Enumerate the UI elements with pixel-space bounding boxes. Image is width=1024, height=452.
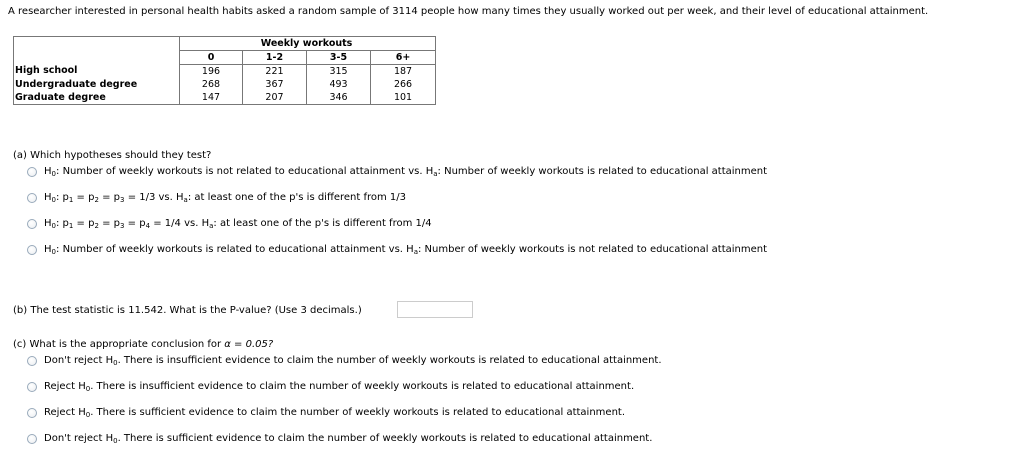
radio-button[interactable]	[27, 219, 37, 229]
conclusion-option-1[interactable]	[27, 355, 662, 366]
table-cell: 207	[243, 91, 307, 105]
radio-button[interactable]	[27, 356, 37, 366]
option-text: Reject $H_0$. There is sufficient evidence to claim the number of weekly workouts is related to educational attainment.	[44, 407, 626, 419]
radio-button[interactable]	[27, 245, 37, 255]
conclusion-option-4[interactable]	[27, 433, 652, 444]
problem-intro: A researcher interested in personal health habits asked a random sample of 3114 people how many times they usually worked out per week, and their level of educational attainment.	[8, 6, 929, 17]
question-c: (c) What is the appropriate conclusion for α = 0.05?	[13, 339, 274, 350]
radio-button[interactable]	[27, 434, 37, 444]
question-a: (a) Which hypotheses should they test?	[13, 150, 212, 161]
table-cell: 367	[243, 78, 307, 91]
table-row	[14, 65, 436, 79]
contingency-table	[13, 36, 436, 105]
hypothesis-option-3[interactable]	[27, 218, 432, 229]
table-corner	[14, 37, 180, 51]
row-label: High school	[14, 65, 180, 79]
table-row	[14, 78, 436, 91]
table-row	[14, 91, 436, 105]
option-text: Reject $H_0$. There is insufficient evidence to claim the number of weekly workouts is related to educational attainment.	[44, 381, 635, 393]
table-cell: 493	[307, 78, 371, 91]
option-text: Don't reject $H_0$. There is sufficient evidence to claim the number of weekly workouts is related to educational attainment.	[44, 433, 653, 445]
column-header: 3-5	[307, 51, 371, 65]
column-header: 1-2	[243, 51, 307, 65]
radio-button[interactable]	[27, 382, 37, 392]
column-header: 6+	[371, 51, 436, 65]
option-text: $H_0$: $p_1 = p_2 = p_3 = p_4 = 1/4$ vs. $H_a$: at least one of the p's is different from 1/4	[44, 218, 432, 230]
group-header: Weekly workouts	[243, 37, 371, 51]
radio-button[interactable]	[27, 193, 37, 203]
hypothesis-option-2[interactable]	[27, 192, 406, 203]
table-cell: 266	[371, 78, 436, 91]
question-b: (b) The test statistic is 11.542. What is the P-value? (Use 3 decimals.)	[13, 305, 362, 316]
conclusion-option-2[interactable]	[27, 381, 634, 392]
table-cell: 147	[180, 91, 243, 105]
table-cell: 221	[243, 65, 307, 79]
row-label: Undergraduate degree	[14, 78, 180, 91]
table-cell: 196	[180, 65, 243, 79]
p-value-input[interactable]	[397, 301, 473, 318]
hypothesis-option-1[interactable]	[27, 166, 767, 177]
radio-button[interactable]	[27, 167, 37, 177]
table-cell: 346	[307, 91, 371, 105]
option-text: Don't reject $H_0$. There is insufficient evidence to claim the number of weekly workouts is related to educational attainment.	[44, 355, 662, 367]
hypothesis-option-4[interactable]	[27, 244, 767, 255]
option-text: $H_0$: Number of weekly workouts is related to educational attainment vs. $H_a$: Number of weekly workouts is not related to educational attainment	[44, 244, 768, 256]
table-cell: 187	[371, 65, 436, 79]
column-header: 0	[180, 51, 243, 65]
option-text: $H_0$: $p_1 = p_2 = p_3 = 1/3$ vs. $H_a$: at least one of the p's is different from 1/3	[44, 192, 407, 204]
conclusion-option-3[interactable]	[27, 407, 625, 418]
row-label: Graduate degree	[14, 91, 180, 105]
radio-button[interactable]	[27, 408, 37, 418]
table-cell: 101	[371, 91, 436, 105]
option-text: $H_0$: Number of weekly workouts is not related to educational attainment vs. $H_a$: Number of weekly workouts is related to educational attainment	[44, 166, 768, 178]
table-cell: 315	[307, 65, 371, 79]
table-cell: 268	[180, 78, 243, 91]
